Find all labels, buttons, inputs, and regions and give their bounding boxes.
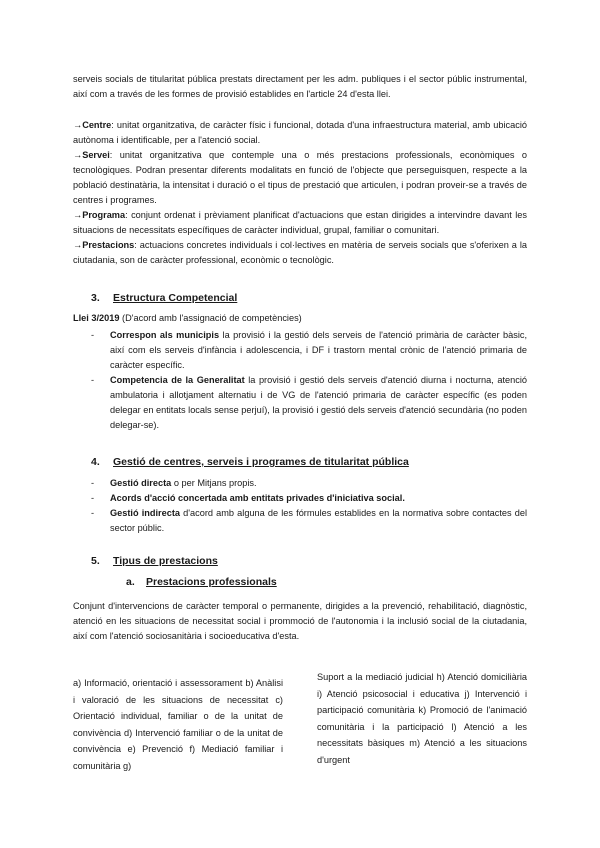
subsection-a-heading bbox=[126, 575, 277, 590]
definition-text: : unitat organitzativa, de caràcter físic i funcional, dotada d'una infraestructura material, amb ubicació autònoma i identificable, per a l'atenció social. bbox=[73, 120, 527, 145]
definition-term: Centre bbox=[82, 120, 112, 130]
definition-text: : unitat organitzativa que contemple una o més prestacions professionals, econòmiques o tecnològiques. Podran presentar diferents modalitats en funció de l'objecte que perseguisquen, respecte a la població destinatària, la intensitat i duració o el tipus de prestació que articulen, i podran proveir-se a través de centres i programes. bbox=[73, 150, 527, 205]
definition-servei bbox=[73, 148, 527, 208]
subsection-title: Prestacions professionals bbox=[146, 576, 277, 588]
law-reference bbox=[73, 311, 302, 326]
list-item-text: la provisió i la gestió dels serveis de l'atenció primària de caràcter bàsic, així com els serveis d'infància i adolescencia, i DF i trastorn mental crònic de l'atenció primaria de caràcter específic. bbox=[110, 330, 528, 370]
list-item-bold: Gestió directa bbox=[110, 478, 172, 488]
list-item bbox=[91, 491, 527, 506]
arrow-icon: → bbox=[73, 120, 83, 130]
section-title: Tipus de prestacions bbox=[113, 555, 218, 567]
definitions-block bbox=[73, 118, 527, 268]
list-item bbox=[91, 328, 527, 373]
arrow-icon: → bbox=[73, 150, 83, 160]
list-item bbox=[91, 476, 527, 491]
competences-list bbox=[91, 328, 527, 433]
law-note: (D'acord amb l'assignació de competències) bbox=[119, 313, 302, 323]
intro-paragraph: serveis socials de titularitat pública prestats directament per les adm. publiques i el sector públic instrumental, així com a través de les formes de provisió establides en l'article 24 d'esta llei. bbox=[73, 74, 527, 99]
section-number: 5. bbox=[91, 555, 100, 567]
subsection-letter: a. bbox=[126, 576, 135, 588]
definition-term: Programa bbox=[82, 210, 126, 220]
list-item-text: la provisió i gestió dels serveis d'atenció diurna i nocturna, atenció ambulatoria i allotjament alternatiu i de VG de l'atenció primaria de caràcter específic (es poden delegar en entitats locals sense perjuí), la provisió i gestió dels serveis d'atenció secundària (no poden delegar-se). bbox=[110, 375, 527, 430]
list-item-text: d'acord amb alguna de les fórmules establides en la normativa sobre contactes del sector públic. bbox=[110, 508, 527, 533]
list-item-text: o per Mitjans propis. bbox=[171, 478, 257, 488]
definition-text: : actuacions concretes individuals i col·lectives en matèria de serveis socials que s'oferixen a la ciutadania, son de caràcter professional, econòmic o tecnològic. bbox=[73, 240, 527, 265]
list-item-bold: Gestió indirecta bbox=[110, 508, 181, 518]
list-item-bold: Competencia de la Generalitat bbox=[110, 375, 245, 385]
law-name: Llei 3/2019 bbox=[73, 313, 120, 323]
section-4-heading bbox=[91, 455, 409, 470]
definition-centre bbox=[73, 118, 527, 148]
management-list bbox=[91, 476, 527, 536]
section-3-heading bbox=[91, 291, 237, 306]
definition-prestacions bbox=[73, 238, 527, 268]
arrow-icon: → bbox=[73, 210, 83, 220]
prestacions-paragraph: Conjunt d'intervencions de caràcter temporal o permanente, dirigides a la prevenció, rehabilitació, diagnòstic, atenció en les situacions de necessitat social i prommoció de l'autonomia i la inclusió social de la ciutadania, així com l'atenció sociosanitària i socioeducativa d'esta. bbox=[73, 601, 527, 641]
section-title: Gestió de centres, serveis i programes de titularitat pública bbox=[113, 456, 409, 468]
prestacions-list-left-column: a) Informació, orientació i assessorament b) Anàlisi i valoració de les situacions de necessitat c) Orientació individual, familiar o de la unitat de convivència d) Intervenció familiar o de la unitat de convivència e) Prevenció f) Mediació familiar i comunitària g) bbox=[73, 678, 283, 771]
section-number: 3. bbox=[91, 292, 100, 304]
dash-bullet: - bbox=[91, 478, 95, 488]
list-item-bold: Correspon als municipis bbox=[110, 330, 220, 340]
list-item bbox=[91, 506, 527, 536]
section-title: Estructura Competencial bbox=[113, 292, 238, 304]
section-number: 4. bbox=[91, 456, 100, 468]
dash-bullet: - bbox=[91, 493, 95, 503]
section-5-heading bbox=[91, 554, 218, 569]
definition-programa bbox=[73, 208, 527, 238]
list-item bbox=[91, 373, 527, 433]
definition-text: : conjunt ordenat i prèviament planificat d'actuacions que estan dirigides a intervindre davant les situacions de necessitats específiques de caràcter individual, grupal, familiar o comunitari. bbox=[73, 210, 527, 235]
dash-bullet: - bbox=[91, 330, 95, 340]
list-item-bold: Acords d'acció concertada amb entitats privades d'iniciativa social. bbox=[110, 493, 405, 503]
definition-term: Servei bbox=[82, 150, 110, 160]
dash-bullet: - bbox=[91, 375, 95, 385]
definition-term: Prestacions bbox=[82, 240, 135, 250]
prestacions-list-right-column: Suport a la mediació judicial h) Atenció domiciliària i) Atenció psicosocial i educativa j) Intervenció i participació comunitària k) Promoció de l'animació comunitària i la participació l) Atenció a les necessitats bàsiques m) Atenció a les situacions d'urgent bbox=[317, 672, 527, 765]
dash-bullet: - bbox=[91, 508, 95, 518]
arrow-icon: → bbox=[73, 240, 83, 250]
